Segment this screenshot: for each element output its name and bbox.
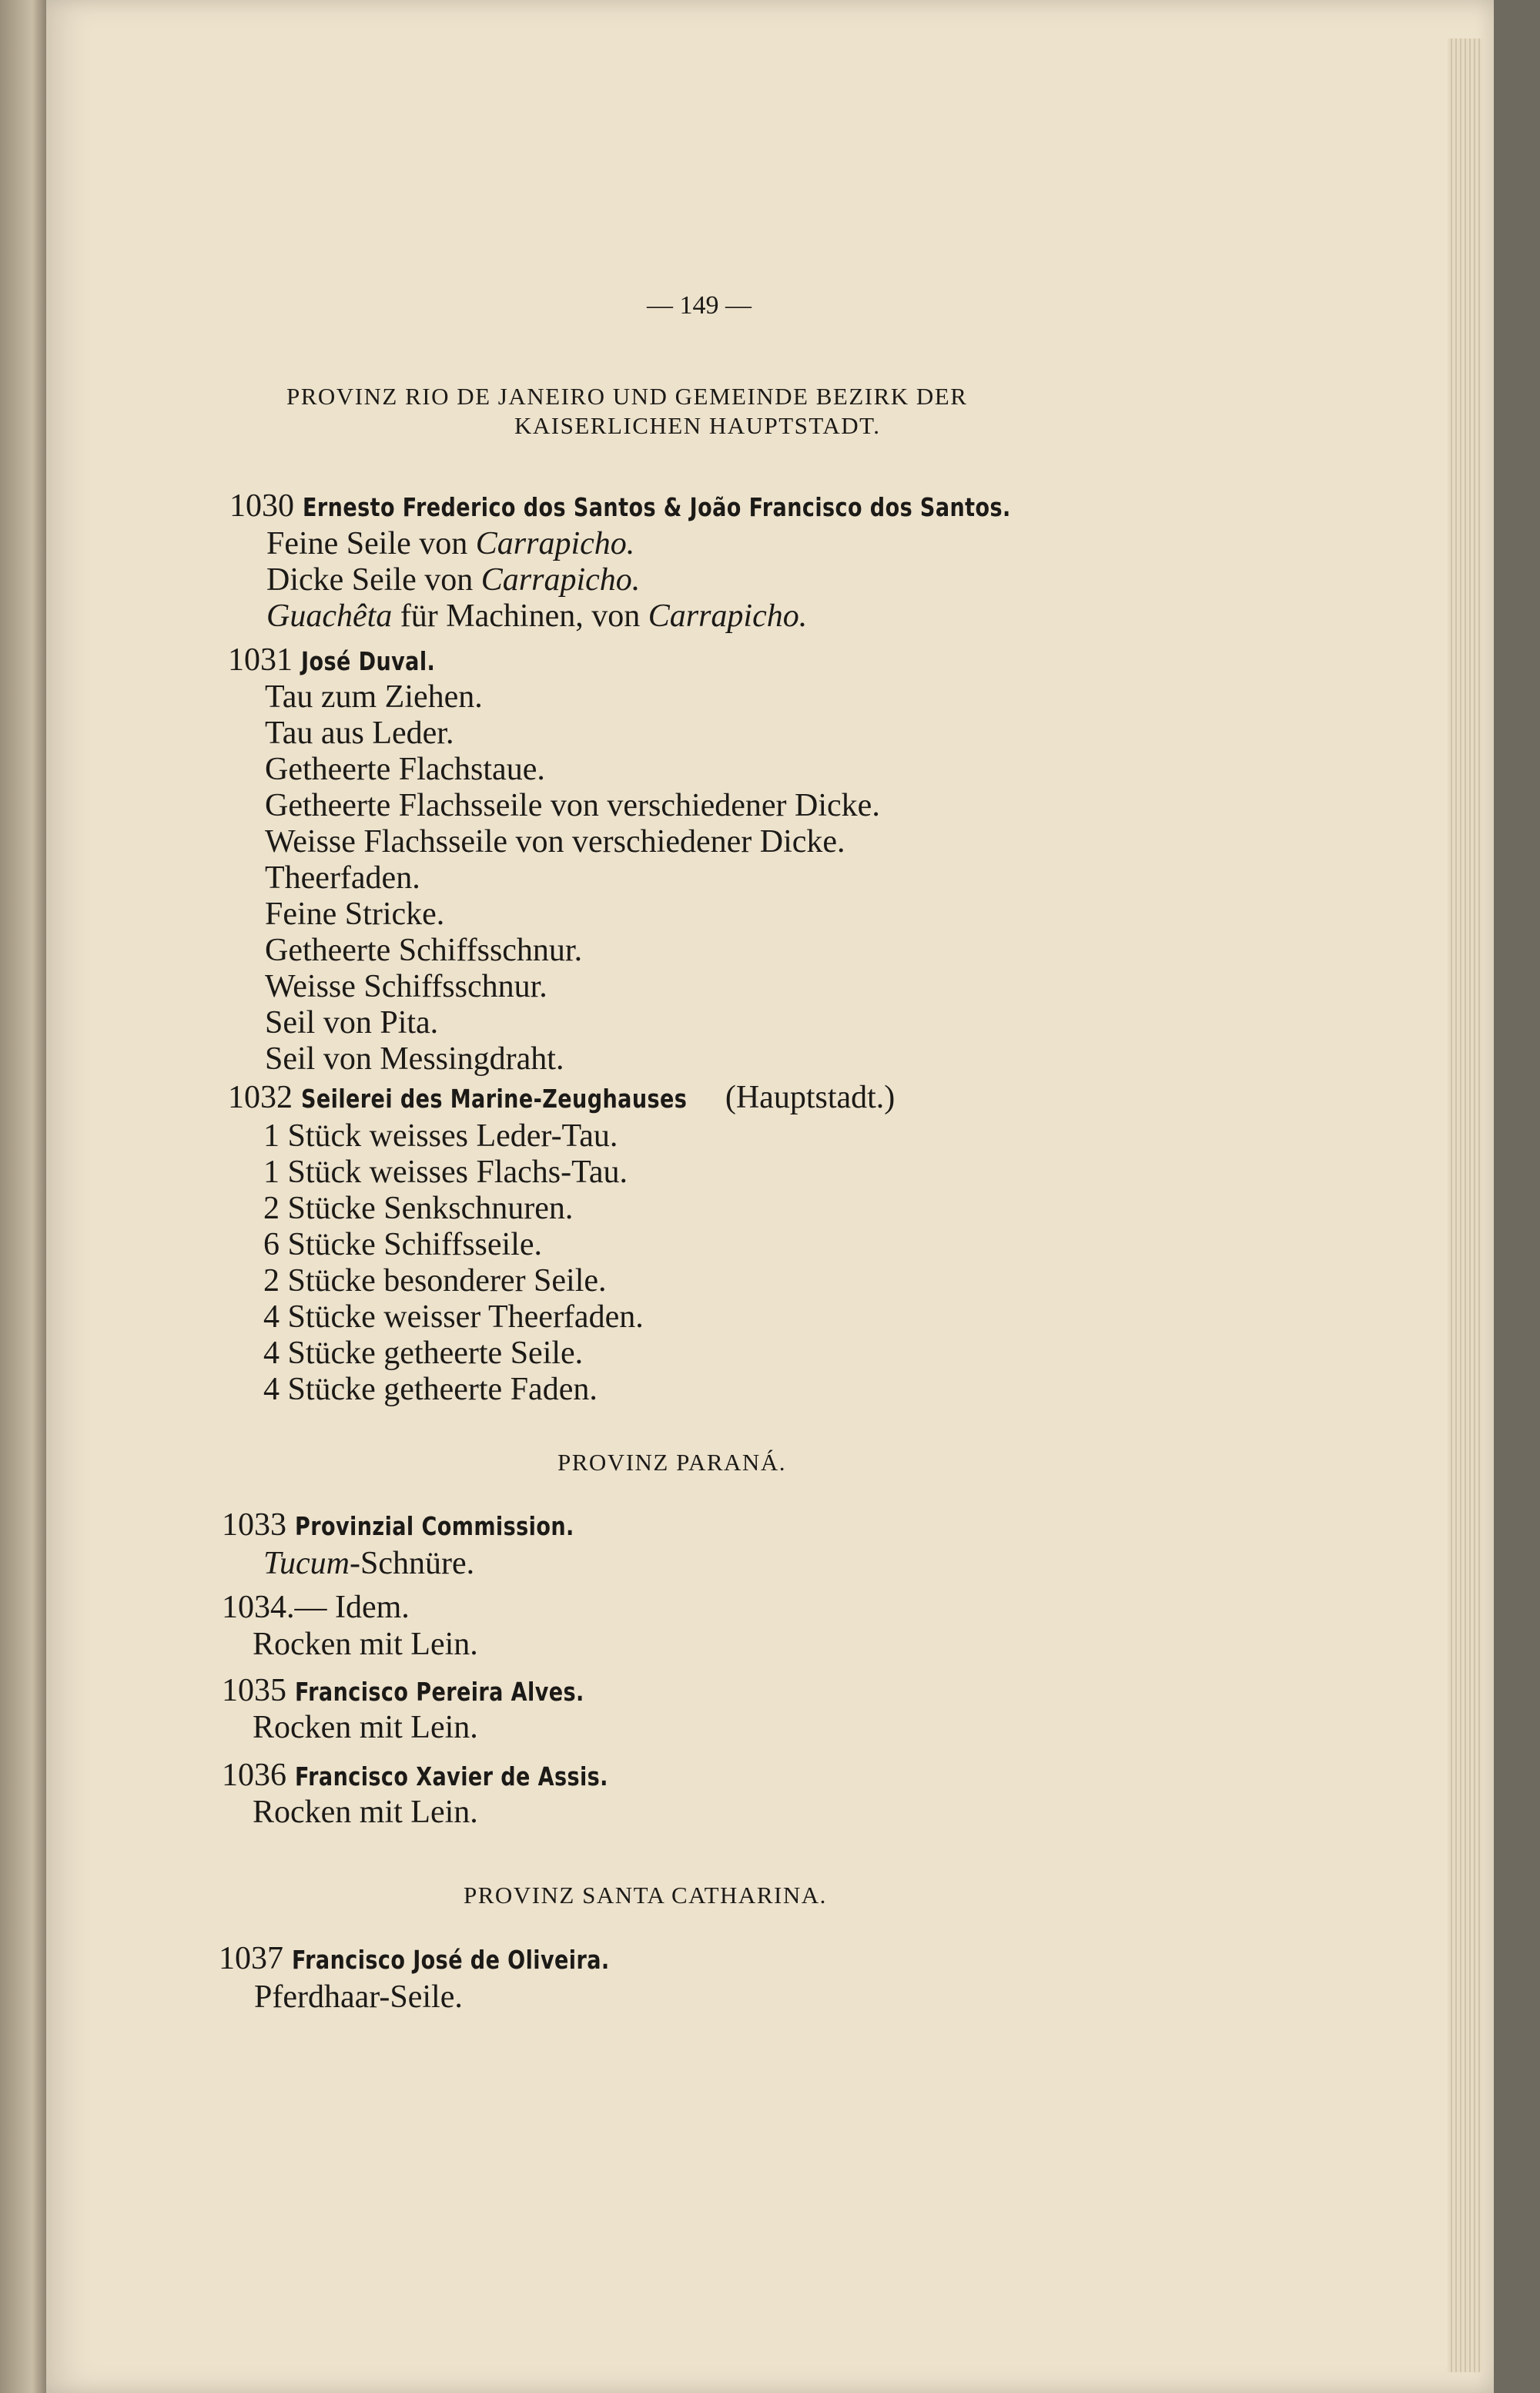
list-item: Getheerte Schiffsschnur. <box>265 933 583 968</box>
entry-1030-item <box>266 597 807 635</box>
list-item: 2 Stücke Senkschnuren. <box>263 1191 574 1226</box>
entry-1032-heading <box>228 1078 895 1118</box>
page-number: — 149 — <box>647 291 752 320</box>
entry-1033-item <box>263 1544 474 1583</box>
section-heading-rio: PROVINZ RIO DE JANEIRO UND GEMEINDE BEZIRK DER <box>286 383 968 410</box>
list-item: Pferdhaar-Seile. <box>254 1979 463 2015</box>
list-item: Theerfaden. <box>265 860 420 896</box>
item-italic: Tucum <box>263 1546 350 1581</box>
list-item: 4 Stücke weisser Theerfaden. <box>263 1299 644 1335</box>
item-italic: Carrapicho. <box>480 562 641 598</box>
list-item: 1 Stück weisses Leder-Tau. <box>263 1118 618 1154</box>
item-italic: Carrapicho. <box>475 526 635 561</box>
entry-number: 1036 <box>222 1758 286 1793</box>
item-text: Feine Seile von <box>266 526 476 561</box>
list-item: Getheerte Flachstaue. <box>265 752 545 787</box>
list-item: Seil von Messingdraht. <box>265 1041 564 1077</box>
list-item: Getheerte Flachsseile von verschiedener Dicke. <box>265 788 880 823</box>
exhibitor-name: Francisco Xavier de Assis. <box>294 1761 608 1791</box>
entry-1036-heading <box>222 1756 677 1796</box>
entry-number: 1031 <box>228 642 293 678</box>
item-italic: Carrapicho. <box>648 598 808 634</box>
list-item: 6 Stücke Schiffsseile. <box>263 1227 543 1262</box>
list-item: Seil von Pita. <box>265 1005 439 1041</box>
exhibitor-name: Ernesto Frederico dos Santos & João Francisco dos Santos. <box>302 492 1011 522</box>
section-heading-santa-catharina: PROVINZ SANTA CATHARINA. <box>464 1882 827 1909</box>
item-text: für Machinen, von <box>392 598 648 634</box>
entry-number: 1037 <box>219 1941 283 1976</box>
list-item: Rocken mit Lein. <box>253 1710 478 1745</box>
list-item: Tau zum Ziehen. <box>265 679 483 715</box>
list-item: Rocken mit Lein. <box>253 1627 478 1662</box>
entry-1030-heading <box>229 487 1166 527</box>
entry-number: 1032 <box>228 1080 293 1115</box>
exhibitor-name: Seilerei des Marine-Zeughauses <box>300 1084 687 1114</box>
section-heading-parana: PROVINZ PARANÁ. <box>557 1449 786 1476</box>
exhibitor-name: Provinzial Commission. <box>294 1511 574 1541</box>
list-item: Rocken mit Lein. <box>253 1795 478 1830</box>
entry-1037-heading <box>219 1939 679 1979</box>
list-item: Feine Stricke. <box>265 897 445 932</box>
list-item: 2 Stücke besonderer Seile. <box>263 1263 607 1299</box>
section-heading-rio-line2: KAISERLICHEN HAUPTSTADT. <box>514 412 881 439</box>
exhibitor-name: Francisco Pereira Alves. <box>294 1677 584 1707</box>
entry-1031-heading <box>228 641 464 681</box>
page-stack-edge <box>1448 39 1483 2372</box>
list-item: 4 Stücke getheerte Faden. <box>263 1372 598 1407</box>
exhibitor-name: José Duval. <box>300 646 435 676</box>
list-item: Tau aus Leder. <box>265 716 454 751</box>
entry-1035-heading <box>222 1671 648 1711</box>
entry-1034-heading: 1034.— Idem. <box>222 1590 410 1625</box>
item-text: Dicke Seile von <box>266 562 481 598</box>
entry-number: 1035 <box>222 1673 286 1708</box>
exhibitor-suffix: (Hauptstadt.) <box>725 1080 896 1115</box>
list-item: Weisse Schiffsschnur. <box>265 969 547 1004</box>
list-item: 4 Stücke getheerte Seile. <box>263 1336 584 1371</box>
entry-number: 1030 <box>229 488 294 524</box>
exhibitor-name: Francisco José de Oliveira. <box>291 1945 610 1975</box>
list-item: 1 Stück weisses Flachs-Tau. <box>263 1155 628 1190</box>
entry-number: 1033 <box>222 1507 286 1543</box>
entry-1030-item <box>266 561 640 599</box>
entry-1030-item <box>266 525 634 563</box>
item-text: -Schnüre. <box>350 1546 475 1581</box>
entry-1033-heading <box>222 1506 635 1546</box>
list-item: Weisse Flachsseile von verschiedener Dicke. <box>265 824 845 860</box>
item-italic: Guachêta <box>266 598 393 634</box>
facing-page-edge <box>0 0 46 2393</box>
